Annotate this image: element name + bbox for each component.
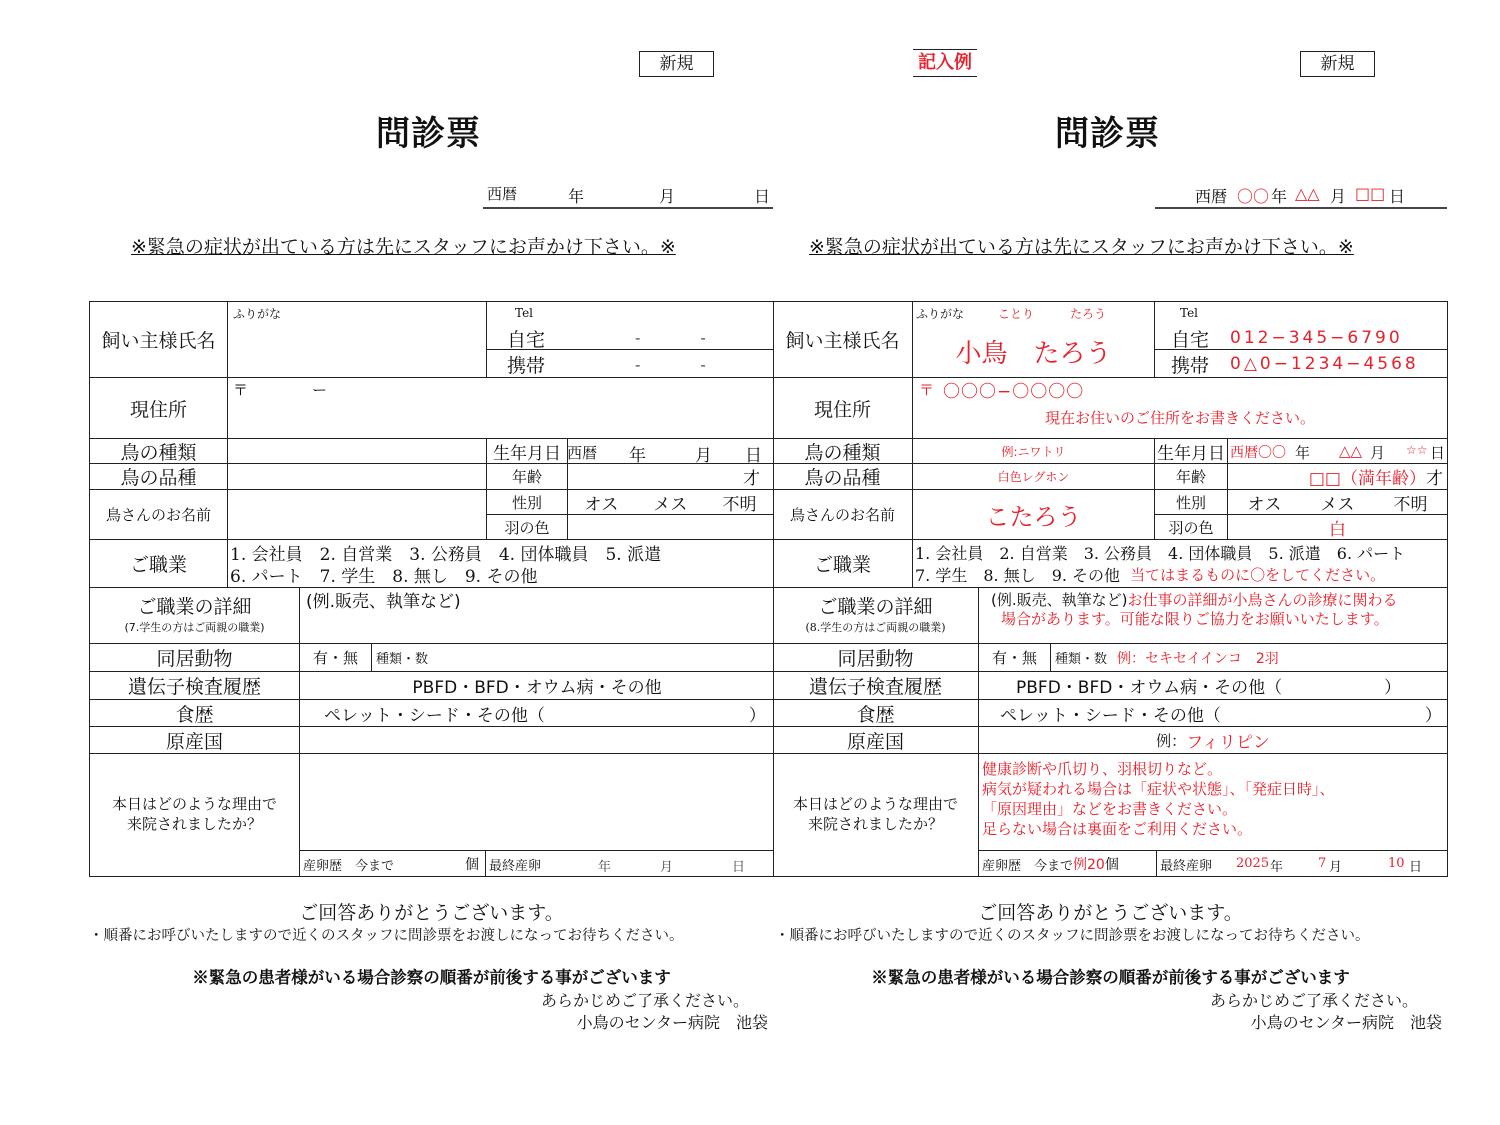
visit-reason-line: 「原因理由」などをお書きください。: [982, 800, 1238, 818]
tel-label: Tel: [515, 306, 534, 320]
occupation-detail-label-group: [90, 592, 299, 635]
birth-year: 年: [629, 446, 646, 463]
date-era: 西暦: [487, 185, 518, 203]
diet-options[interactable]: ペレット・シード・その他（ ）: [324, 705, 766, 726]
last-egg-label: 最終産卵: [489, 858, 542, 874]
sex-option-female[interactable]: メス: [1320, 494, 1355, 514]
owner-name-input[interactable]: [228, 322, 486, 377]
date-day: 日: [1389, 187, 1406, 206]
owner-name-label: 飼い主様氏名: [785, 330, 900, 352]
cohabiting-example: 例：セキセイインコ 2羽: [1117, 650, 1279, 667]
furigana-value[interactable]: ことり たろう: [998, 306, 1107, 321]
date-month: 月: [1330, 187, 1347, 206]
egg-history-label: 産卵歴 今まで: [982, 858, 1074, 874]
genetic-test-label: 遺伝子検査履歴: [808, 676, 942, 698]
last-egg-year: 年: [598, 860, 612, 875]
address-label: 現住所: [129, 398, 187, 421]
bird-type-label: 鳥の種類: [120, 441, 197, 463]
diet-label: 食歴: [856, 703, 895, 726]
feather-color-label: 羽の色: [1168, 518, 1214, 537]
egg-history[interactable]: [982, 851, 1119, 877]
origin-label: 原産国: [165, 730, 223, 753]
birth-day-value: ☆☆: [1406, 443, 1428, 457]
cohabiting-animals-label: 同居動物: [156, 648, 233, 670]
furigana-label: ふりがな: [233, 306, 282, 321]
sex-options: [1228, 490, 1447, 514]
last-egg-day-value: 10: [1388, 856, 1405, 871]
mobile-phone-value[interactable]: 0△0−1234−4568: [1230, 354, 1419, 374]
occupation-options-line1[interactable]: 1. 会社員 2. 自営業 3. 公務員 4. 団体職員 5. 派遣: [230, 544, 662, 563]
sex-label: 性別: [511, 493, 542, 512]
sex-options: [567, 490, 774, 514]
date-year: 年: [568, 187, 585, 206]
emergency-order-message: ※緊急の患者様がいる場合診察の順番が前後する事がございます: [871, 968, 1350, 987]
feather-color-input[interactable]: [568, 515, 774, 539]
home-phone-value[interactable]: 012−345−6790: [1230, 328, 1403, 348]
birth-year: 年: [1295, 444, 1311, 462]
birth-month: 月: [695, 446, 712, 463]
bird-breed-label: 鳥の品種: [120, 467, 197, 489]
tel-label: Tel: [1180, 306, 1199, 320]
feather-color-value[interactable]: 白: [1329, 519, 1346, 539]
visit-reason-line: 足らない場合は裏面をご利用ください。: [982, 820, 1253, 838]
feather-color-label: 羽の色: [504, 518, 550, 537]
origin-label: 原産国: [846, 730, 904, 753]
birth-month-value: △△: [1339, 442, 1363, 460]
home-phone-input[interactable]: - -: [635, 328, 706, 347]
mobile-phone-input[interactable]: - -: [635, 355, 706, 374]
date-month: 月: [659, 187, 676, 206]
last-egg-label: 最終産卵: [1160, 858, 1213, 874]
diet-label: 食歴: [175, 703, 214, 726]
occupation-detail-input[interactable]: [300, 610, 774, 643]
occupation-detail-label: ご職業の詳細: [818, 596, 933, 618]
origin-example: フィリピン: [1186, 732, 1270, 753]
age-value-text: □□（満年齢）: [1308, 469, 1426, 489]
visit-reason-label-line1: 本日はどのような理由で: [111, 795, 277, 813]
age-label: 年齢: [511, 468, 542, 486]
date-field[interactable]: [1155, 181, 1447, 209]
mobile-phone-label: 携帯: [1171, 354, 1210, 377]
birth-day: 日: [745, 446, 762, 463]
cohabiting-yes-no[interactable]: 有・無: [991, 649, 1037, 667]
date-field[interactable]: [483, 181, 773, 209]
egg-history-unit: 個: [1104, 857, 1119, 873]
mobile-phone-label: 携帯: [507, 354, 546, 377]
cohabiting-kind-label: 種類・数: [1055, 652, 1108, 667]
diet-options[interactable]: ペレット・シード・その他（ ）: [1000, 705, 1442, 726]
egg-history-value: 例20: [1073, 857, 1105, 873]
last-egg-month: 月: [1329, 860, 1343, 875]
last-egg-day: 日: [732, 860, 746, 875]
origin-value[interactable]: [979, 727, 1447, 753]
birth-era: 西暦: [567, 444, 598, 462]
visit-reason-label: [773, 794, 978, 834]
genetic-test-options[interactable]: PBFD・BFD・オウム病・その他（ ）: [1016, 678, 1402, 698]
occupation-detail-label: ご職業の詳細: [137, 596, 252, 618]
occupation-detail-sublabel: (8.学生の方はご両親の職業): [805, 621, 946, 634]
bird-name-label: 鳥さんのお名前: [105, 506, 211, 524]
birthdate-value[interactable]: [1228, 439, 1447, 463]
owner-name-label: 飼い主様氏名: [101, 330, 216, 352]
cohabiting-kind[interactable]: [1055, 644, 1279, 671]
last-egg-day: 日: [1409, 860, 1423, 875]
egg-history-label: 産卵歴 今まで: [303, 858, 395, 874]
emergency-order-message: ※緊急の患者様がいる場合診察の順番が前後する事がございます: [192, 968, 671, 987]
age-unit: 才: [743, 469, 760, 489]
origin-input[interactable]: [300, 727, 774, 753]
genetic-test-label: 遺伝子検査履歴: [127, 676, 261, 698]
occupation-options-line2[interactable]: [915, 563, 1385, 585]
birth-year-value: 西暦〇〇: [1230, 445, 1286, 461]
visit-reason-example[interactable]: [982, 759, 1335, 839]
origin-prefix: 例：: [1156, 731, 1187, 750]
occupation-options-line1[interactable]: 1. 会社員 2. 自営業 3. 公務員 4. 団体職員 5. 派遣 6. パート: [915, 543, 1406, 563]
date-year: 年: [1271, 187, 1288, 206]
postal-value[interactable]: 〇〇〇−〇〇〇〇: [943, 381, 1085, 400]
visit-reason-line: 健康診断や爪切り、羽根切りなど。: [982, 760, 1223, 778]
date-era: 西暦: [1195, 187, 1228, 206]
occupation-detail-line1[interactable]: [991, 588, 1398, 610]
example-label: 記入例: [913, 49, 977, 77]
bird-name-input[interactable]: [228, 490, 486, 539]
birthdate-label: 生年月日: [1157, 443, 1225, 463]
bird-breed-input[interactable]: [228, 464, 486, 489]
new-badge: 新規: [639, 51, 714, 77]
occupation-detail-note1: お仕事の詳細が小鳥さんの診療に関わる: [1127, 590, 1398, 609]
bird-type-label: 鳥の種類: [804, 441, 881, 463]
instruction-message: ・順番にお呼びいたしますので近くのスタッフに問診票をお渡しになってお待ちください。: [89, 928, 684, 944]
understand-message: あらかじめご了承ください。: [1209, 991, 1418, 1010]
page-title: 問診票: [376, 114, 481, 154]
date-month-value: △△: [1295, 184, 1320, 203]
postal-mark: 〒: [919, 380, 935, 399]
sex-label: 性別: [1175, 493, 1206, 512]
occupation-options-line2[interactable]: 6. パート 7. 学生 8. 無し 9. その他: [230, 566, 538, 585]
postal-dash: ー: [312, 380, 328, 398]
sex-option-male[interactable]: オス: [1247, 494, 1282, 514]
postal-mark: 〒: [233, 380, 249, 398]
clinic-name: 小鳥のセンター病院 池袋: [1250, 1013, 1442, 1032]
bird-type-value[interactable]: 例:ニワトリ: [1001, 444, 1066, 459]
intake-form-blank: [89, 301, 774, 877]
owner-name-value[interactable]: 小鳥 たろう: [955, 338, 1112, 369]
visit-reason-input[interactable]: [300, 754, 774, 850]
instruction-message: ・順番にお呼びいたしますので近くのスタッフに問診票をお渡しになってお待ちください。: [775, 928, 1370, 944]
occupation-detail-note2: 場合があります。可能な限りご協力をお願いいたします。: [1001, 609, 1389, 628]
bird-name-value[interactable]: こたろう: [985, 503, 1082, 531]
last-egg-month: 月: [660, 860, 674, 875]
birth-day: 日: [1430, 444, 1446, 462]
date-day: 日: [754, 187, 771, 206]
emergency-notice: ※緊急の症状が出ている方は先にスタッフにお声かけ下さい。※: [131, 236, 676, 258]
address-label: 現住所: [813, 398, 871, 421]
occupation-options-line2-text: 7. 学生 8. 無し 9. その他: [915, 565, 1121, 585]
thanks-message: ご回答ありがとうございます。: [299, 902, 564, 924]
date-year-value: 〇〇: [1237, 187, 1270, 206]
sex-option-male[interactable]: オス: [584, 494, 619, 514]
clinic-name: 小鳥のセンター病院 池袋: [576, 1013, 768, 1032]
occupation-hint: 当てはまるものに〇をしてください。: [1130, 565, 1386, 584]
intake-form-example: [773, 301, 1448, 877]
last-egg-month-value: 7: [1318, 856, 1327, 871]
age-label: 年齢: [1175, 468, 1206, 486]
birth-month: 月: [1370, 444, 1386, 462]
egg-history-unit: 個: [465, 857, 479, 873]
sex-option-unknown[interactable]: 不明: [1393, 494, 1428, 514]
home-phone-label: 自宅: [507, 328, 546, 350]
cohabiting-kind-label: 種類・数: [376, 652, 429, 667]
occupation-label: ご職業: [813, 554, 871, 576]
understand-message: あらかじめご了承ください。: [540, 991, 749, 1010]
bird-name-label: 鳥さんのお名前: [789, 506, 895, 524]
occupation-detail-sublabel: (7.学生の方はご両親の職業): [124, 621, 265, 634]
visit-reason-label: [90, 794, 299, 834]
bird-breed-value[interactable]: 白色レグホン: [997, 470, 1070, 484]
visit-reason-label-line2: 来院されましたか？: [126, 815, 262, 833]
cohabiting-yes-no[interactable]: 有・無: [312, 649, 358, 667]
bird-breed-label: 鳥の品種: [804, 467, 881, 489]
thanks-message: ご回答ありがとうございます。: [978, 902, 1243, 924]
page-title: 問診票: [1055, 114, 1160, 154]
age-unit: 才: [1426, 469, 1443, 489]
visit-reason-label-line2: 来院されましたか？: [807, 815, 943, 833]
sex-option-unknown[interactable]: 不明: [722, 494, 757, 514]
birthdate-label: 生年月日: [493, 443, 561, 463]
occupation-detail-hint: (例.販売、執筆など): [306, 591, 461, 610]
address-input[interactable]: [228, 398, 774, 438]
age-value[interactable]: [1228, 464, 1447, 489]
home-phone-label: 自宅: [1171, 328, 1210, 350]
genetic-test-options[interactable]: PBFD・BFD・オウム病・その他: [412, 678, 662, 698]
visit-reason-line: 病気が疑われる場合は「症状や状態」、「発症日時」、: [982, 780, 1335, 798]
furigana-label: ふりがな: [916, 306, 965, 321]
emergency-notice: ※緊急の症状が出ている方は先にスタッフにお声かけ下さい。※: [809, 236, 1354, 258]
date-day-value: □□: [1355, 184, 1386, 203]
last-egg-year-value: 2025: [1236, 856, 1270, 871]
cohabiting-animals-label: 同居動物: [837, 648, 914, 670]
occupation-label: ご職業: [129, 554, 187, 576]
birthdate-input[interactable]: [567, 439, 774, 463]
age-input[interactable]: [567, 464, 774, 489]
visit-reason-label-line1: 本日はどのような理由で: [792, 795, 958, 813]
bird-type-input[interactable]: [228, 439, 486, 463]
occupation-detail-hint: (例.販売、執筆など): [991, 590, 1128, 609]
address-hint[interactable]: 現在お住いのご住所をお書きください。: [1044, 408, 1315, 427]
occupation-detail-label-group: [773, 592, 978, 635]
new-badge: 新規: [1300, 51, 1375, 77]
sex-option-female[interactable]: メス: [653, 494, 688, 514]
last-egg-year: 年: [1270, 860, 1284, 875]
